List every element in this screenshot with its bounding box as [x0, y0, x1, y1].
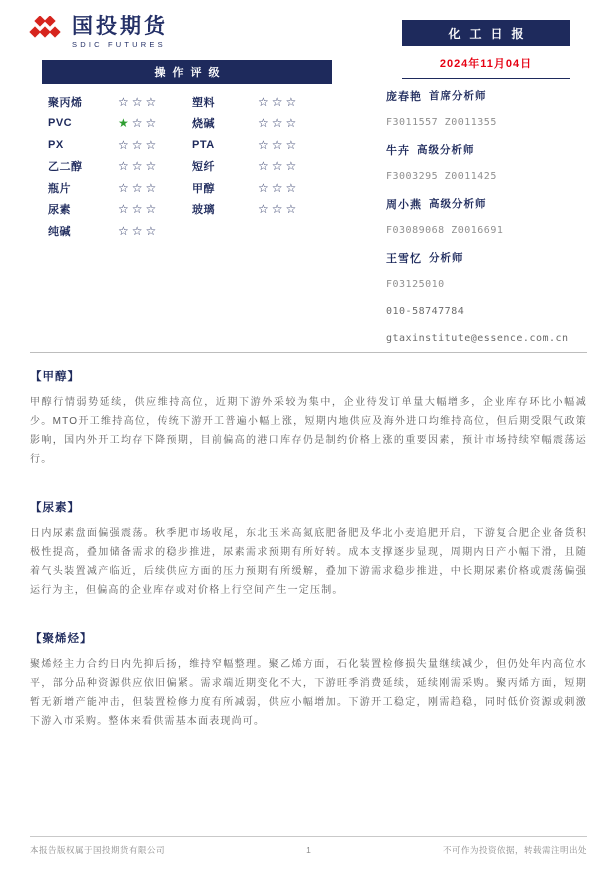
- star-outline-icon: ☆: [271, 137, 286, 152]
- analyst-line: [386, 82, 591, 109]
- star-outline-icon: ☆: [271, 94, 286, 109]
- report-section: [30, 368, 587, 469]
- product-name: 纯碱: [48, 225, 71, 238]
- star-outline-icon: ☆: [131, 202, 146, 217]
- report-section: [30, 499, 587, 600]
- star-outline-icon: ☆: [131, 180, 146, 195]
- star-outline-icon: ☆: [131, 137, 146, 152]
- analyst-panel: [386, 82, 591, 352]
- analyst-title: 首席分析师: [429, 90, 487, 102]
- star-outline-icon: ☆: [118, 94, 132, 109]
- ratings-rows: [42, 84, 332, 242]
- star-rating: [258, 95, 338, 109]
- analyst-codes-line: [386, 217, 591, 244]
- product-name: 烧碱: [192, 118, 215, 131]
- section-body: 甲醇行情弱势延续，供应维持高位，近期下游外采较为集中，企业待发订单量大幅增多，企业库存环比小幅减少。MTO开工维持高位，传统下游开工普遍小幅上涨，短期内地供应及海外进口均维持高位，但后期受限气政策影响，国内外开工均存下降预期，目前偏高的港口库存仍是制约价格上涨的重要因素，预计市场持续窄幅震荡运行。: [30, 397, 587, 465]
- rating-row: [42, 91, 332, 113]
- rating-row: [42, 156, 332, 178]
- star-outline-icon: ☆: [258, 137, 272, 152]
- page-footer: [30, 836, 587, 856]
- star-rating: [258, 116, 338, 130]
- brand-name: 国投期货: [72, 15, 168, 38]
- analyst-name: 庞春艳: [386, 90, 422, 103]
- report-date: 2024年11月04日: [402, 55, 570, 79]
- analyst-codes: F03125010: [386, 279, 445, 290]
- star-outline-icon: ☆: [271, 116, 286, 131]
- section-body: 日内尿素盘面偏强震荡。秋季肥市场收尾，东北玉米高氮底肥备肥及华北小麦追肥开启，下游复合肥企业备货积极性提高，叠加储备需求的稳步推进，尿素需求预期有所好转。成本支撑逐步显现，周期内日产小幅下滑，且随着气头装置减产临近，后续供应方面的压力预期有所缓解，叠加下游需求稳步推进，中长期尿素价格或震荡偏强运行为主，但偏高的企业库存或对价格上行空间产生一定压制。: [30, 528, 587, 596]
- star-outline-icon: ☆: [271, 180, 286, 195]
- star-rating: [118, 181, 192, 195]
- product-name: 聚丙烯: [48, 96, 83, 109]
- analyst-codes-line: [386, 271, 591, 298]
- analyst-name: 王雪忆: [386, 252, 422, 265]
- ratings-table: [42, 60, 332, 242]
- brand-name-en: SDIC FUTURES: [72, 40, 166, 50]
- star-outline-icon: ☆: [285, 116, 300, 131]
- star-rating: [258, 138, 338, 152]
- logo: [28, 16, 168, 49]
- star-outline-icon: ☆: [258, 180, 272, 195]
- star-rating: [258, 159, 338, 173]
- star-outline-icon: ☆: [285, 159, 300, 174]
- rating-row: [42, 134, 332, 156]
- star-outline-icon: ☆: [285, 202, 300, 217]
- product-name: PTA: [192, 138, 215, 151]
- analyst-codes: F3011557 Z0011355: [386, 117, 497, 128]
- ratings-title: 操作评级: [42, 60, 332, 84]
- star-outline-icon: ☆: [118, 137, 132, 152]
- star-outline-icon: ☆: [145, 137, 160, 152]
- star-outline-icon: ☆: [285, 94, 300, 109]
- product-name: 甲醇: [192, 182, 215, 195]
- product-name: PX: [48, 138, 64, 151]
- star-outline-icon: ☆: [145, 94, 160, 109]
- star-outline-icon: ☆: [145, 202, 160, 217]
- star-rating: [258, 181, 338, 195]
- rating-row: [42, 113, 332, 135]
- star-rating: [118, 95, 192, 109]
- analyst-title: 高级分析师: [429, 198, 487, 210]
- footer-copyright: 本报告版权属于国投期货有限公司: [30, 845, 166, 855]
- analyst-codes: F03089068 Z0016691: [386, 225, 504, 236]
- star-outline-icon: ☆: [145, 159, 160, 174]
- star-rating: [118, 202, 192, 216]
- product-name: PVC: [48, 117, 73, 130]
- star-rating: [258, 202, 338, 216]
- masthead: [402, 20, 570, 79]
- header-divider: [30, 352, 587, 353]
- analyst-codes-line: [386, 163, 591, 190]
- product-name: 短纤: [192, 161, 215, 174]
- star-outline-icon: ☆: [258, 202, 272, 217]
- product-name: 玻璃: [192, 204, 215, 217]
- star-outline-icon: ☆: [271, 202, 286, 217]
- contact-phone: 010-58747784: [386, 306, 465, 317]
- star-outline-icon: ☆: [271, 159, 286, 174]
- star-outline-icon: ☆: [118, 159, 132, 174]
- product-name: 尿素: [48, 204, 71, 217]
- analyst-title: 高级分析师: [417, 144, 475, 156]
- logo-text: [72, 16, 168, 49]
- contact-email-line: [386, 325, 591, 352]
- star-outline-icon: ☆: [258, 116, 272, 131]
- report-title: 化工日报: [402, 20, 570, 46]
- star-rating: [118, 159, 192, 173]
- analyst-title: 分析师: [429, 252, 464, 264]
- report-section: [30, 630, 587, 731]
- star-outline-icon: ☆: [131, 94, 146, 109]
- star-outline-icon: ☆: [258, 159, 272, 174]
- section-body: 聚烯烃主力合约日内先抑后扬，维持窄幅整理。聚乙烯方面，石化装置检修损失量继续减少，但仍处年内高位水平，部分品种资源供应依旧偏紧。需求端近期变化不大，下游旺季消费延续，延续刚需采购。聚丙烯方面，短期暂无新增产能冲击，但装置检修力度有所减弱，供应小幅增加。下游开工稳定，刚需趋稳，同时低价资源或刺激下游入市采购。整体来看供需基本面表现尚可。: [30, 659, 587, 727]
- star-outline-icon: ☆: [131, 223, 146, 238]
- product-name: 瓶片: [48, 182, 71, 195]
- star-rating: [118, 224, 192, 238]
- star-outline-icon: ☆: [258, 94, 272, 109]
- analyst-line: [386, 136, 591, 163]
- star-outline-icon: ☆: [145, 116, 160, 131]
- footer-disclaimer: 不可作为投资依据，转载需注明出处: [443, 845, 588, 855]
- star-outline-icon: ☆: [118, 223, 132, 238]
- star-outline-icon: ☆: [145, 180, 160, 195]
- product-name: 塑料: [192, 96, 215, 109]
- contact-phone-line: [386, 298, 591, 325]
- analyst-line: [386, 244, 591, 271]
- analyst-name: 周小燕: [386, 198, 422, 211]
- section-title: 【甲醇】: [30, 371, 80, 383]
- analyst-codes-line: [386, 109, 591, 136]
- analyst-name: 牛卉: [386, 144, 410, 157]
- star-filled-icon: ★: [118, 116, 132, 131]
- star-outline-icon: ☆: [118, 180, 132, 195]
- footer-page-number: 1: [306, 845, 311, 855]
- rating-row: [42, 220, 332, 242]
- product-name: 乙二醇: [48, 161, 83, 174]
- star-outline-icon: ☆: [131, 116, 146, 131]
- contact-email: gtaxinstitute@essence.com.cn: [386, 333, 569, 344]
- star-rating: [118, 138, 192, 152]
- star-outline-icon: ☆: [285, 180, 300, 195]
- section-title: 【尿素】: [30, 502, 80, 514]
- section-title: 【聚烯烃】: [30, 633, 93, 645]
- star-outline-icon: ☆: [131, 159, 146, 174]
- star-outline-icon: ☆: [285, 137, 300, 152]
- report-sections: [30, 368, 587, 761]
- star-outline-icon: ☆: [118, 202, 132, 217]
- star-rating: [118, 116, 192, 130]
- star-outline-icon: ☆: [145, 223, 160, 238]
- rating-row: [42, 199, 332, 221]
- rating-row: [42, 177, 332, 199]
- logo-mark-icon: [28, 16, 64, 46]
- analyst-codes: F3003295 Z0011425: [386, 171, 497, 182]
- analyst-line: [386, 190, 591, 217]
